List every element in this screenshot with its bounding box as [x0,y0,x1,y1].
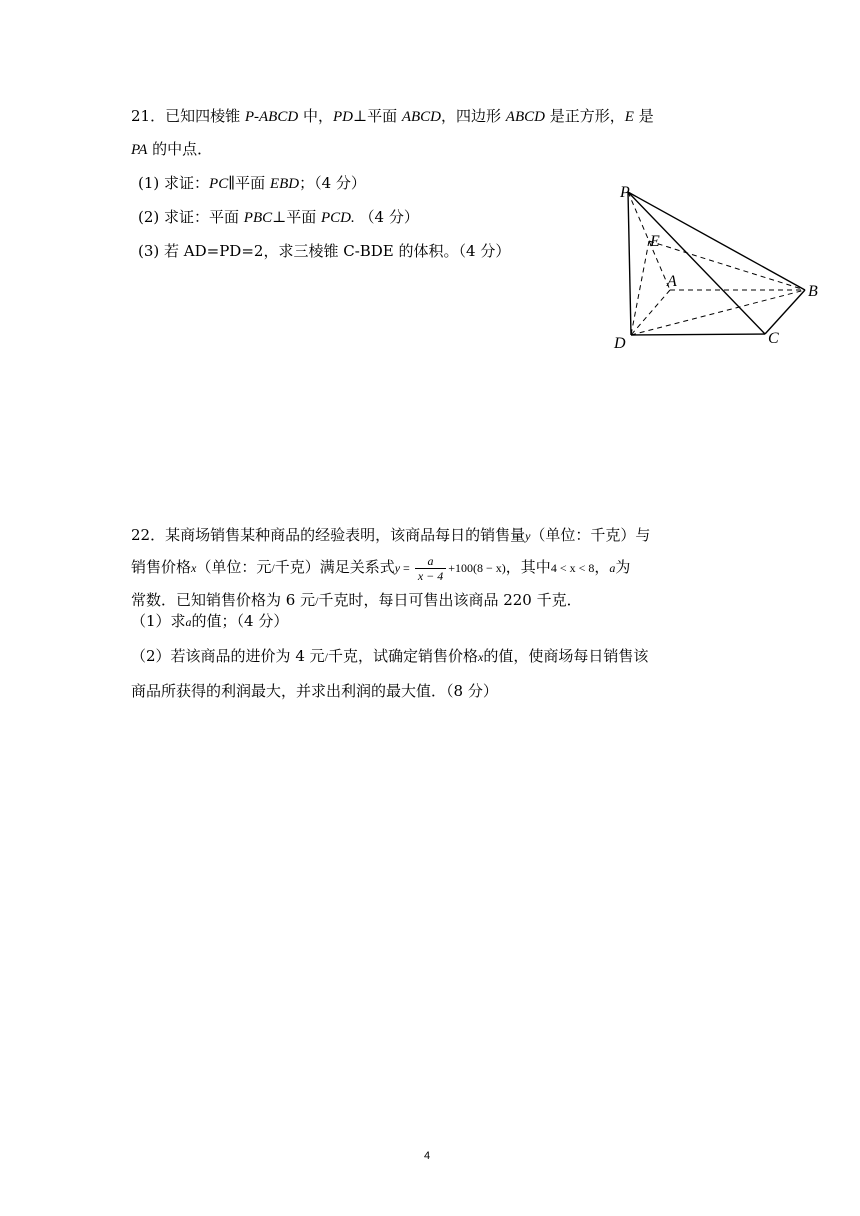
label-B: B [808,283,818,300]
formula-y: y [394,561,401,575]
label-P: P [620,184,630,201]
label-D: D [614,335,626,352]
label-E: E [650,233,660,250]
q21-line-2: PA 的中点． [131,140,213,158]
q22-part-2: （2）若该商品的进价为 4 元/千克，试确定销售价格x的值，使商场每日销售该 [131,647,649,665]
page-number: 4 [424,1150,431,1162]
q22-part-2-cont: 商品所获得的利润最大，并求出利润的最大值．（8 分） [131,682,498,700]
pyramid-name: P-ABCD [244,109,299,125]
pyramid-figure [600,175,840,355]
label-C: C [768,330,779,347]
q21-line-1: 21．已知四棱锥 P-ABCD 中，PD⊥平面 ABCD，四边形 ABCD 是正方形，E 是 [131,107,654,125]
dashed-edges [628,192,805,335]
q21-part-1: (1) 求证：PC∥平面 EBD；（4 分） [138,174,366,192]
label-A: A [667,273,677,290]
formula-fraction: $\frac{a}{x - 4}$ [415,554,446,583]
edge-ED [631,241,649,335]
edge-PD [628,192,631,335]
q21-part-2: (2) 求证：平面 PBC⊥平面 PCD. （4 分） [138,208,419,226]
edge-DB [631,290,805,335]
q22-line-3: 常数．已知销售价格为 6 元/千克时，每日可售出该商品 220 千克． [131,591,582,609]
edge-AD [631,290,670,335]
q22-part-1: （1）求a的值；（4 分） [131,612,289,630]
solid-edges [628,192,805,335]
q22-line-1: 22．某商场销售某种商品的经验表明，该商品每日的销售量y（单位：千克）与 [131,526,651,544]
q22-line-2: 销售价格x（单位：元/千克）满足关系式y = $\frac{a}{x - 4}$ +100(8 − x)，其中4 < x < 8，a为 [131,553,631,583]
edge-PC [628,192,765,334]
q21-part-3: (3) 若 AD=PD=2，求三棱锥 C-BDE 的体积。（4 分） [138,242,511,260]
edge-CB [765,290,805,334]
formula-rest: +100(8 − x) [448,561,506,575]
inequality: 4 < x < 8 [550,561,595,575]
